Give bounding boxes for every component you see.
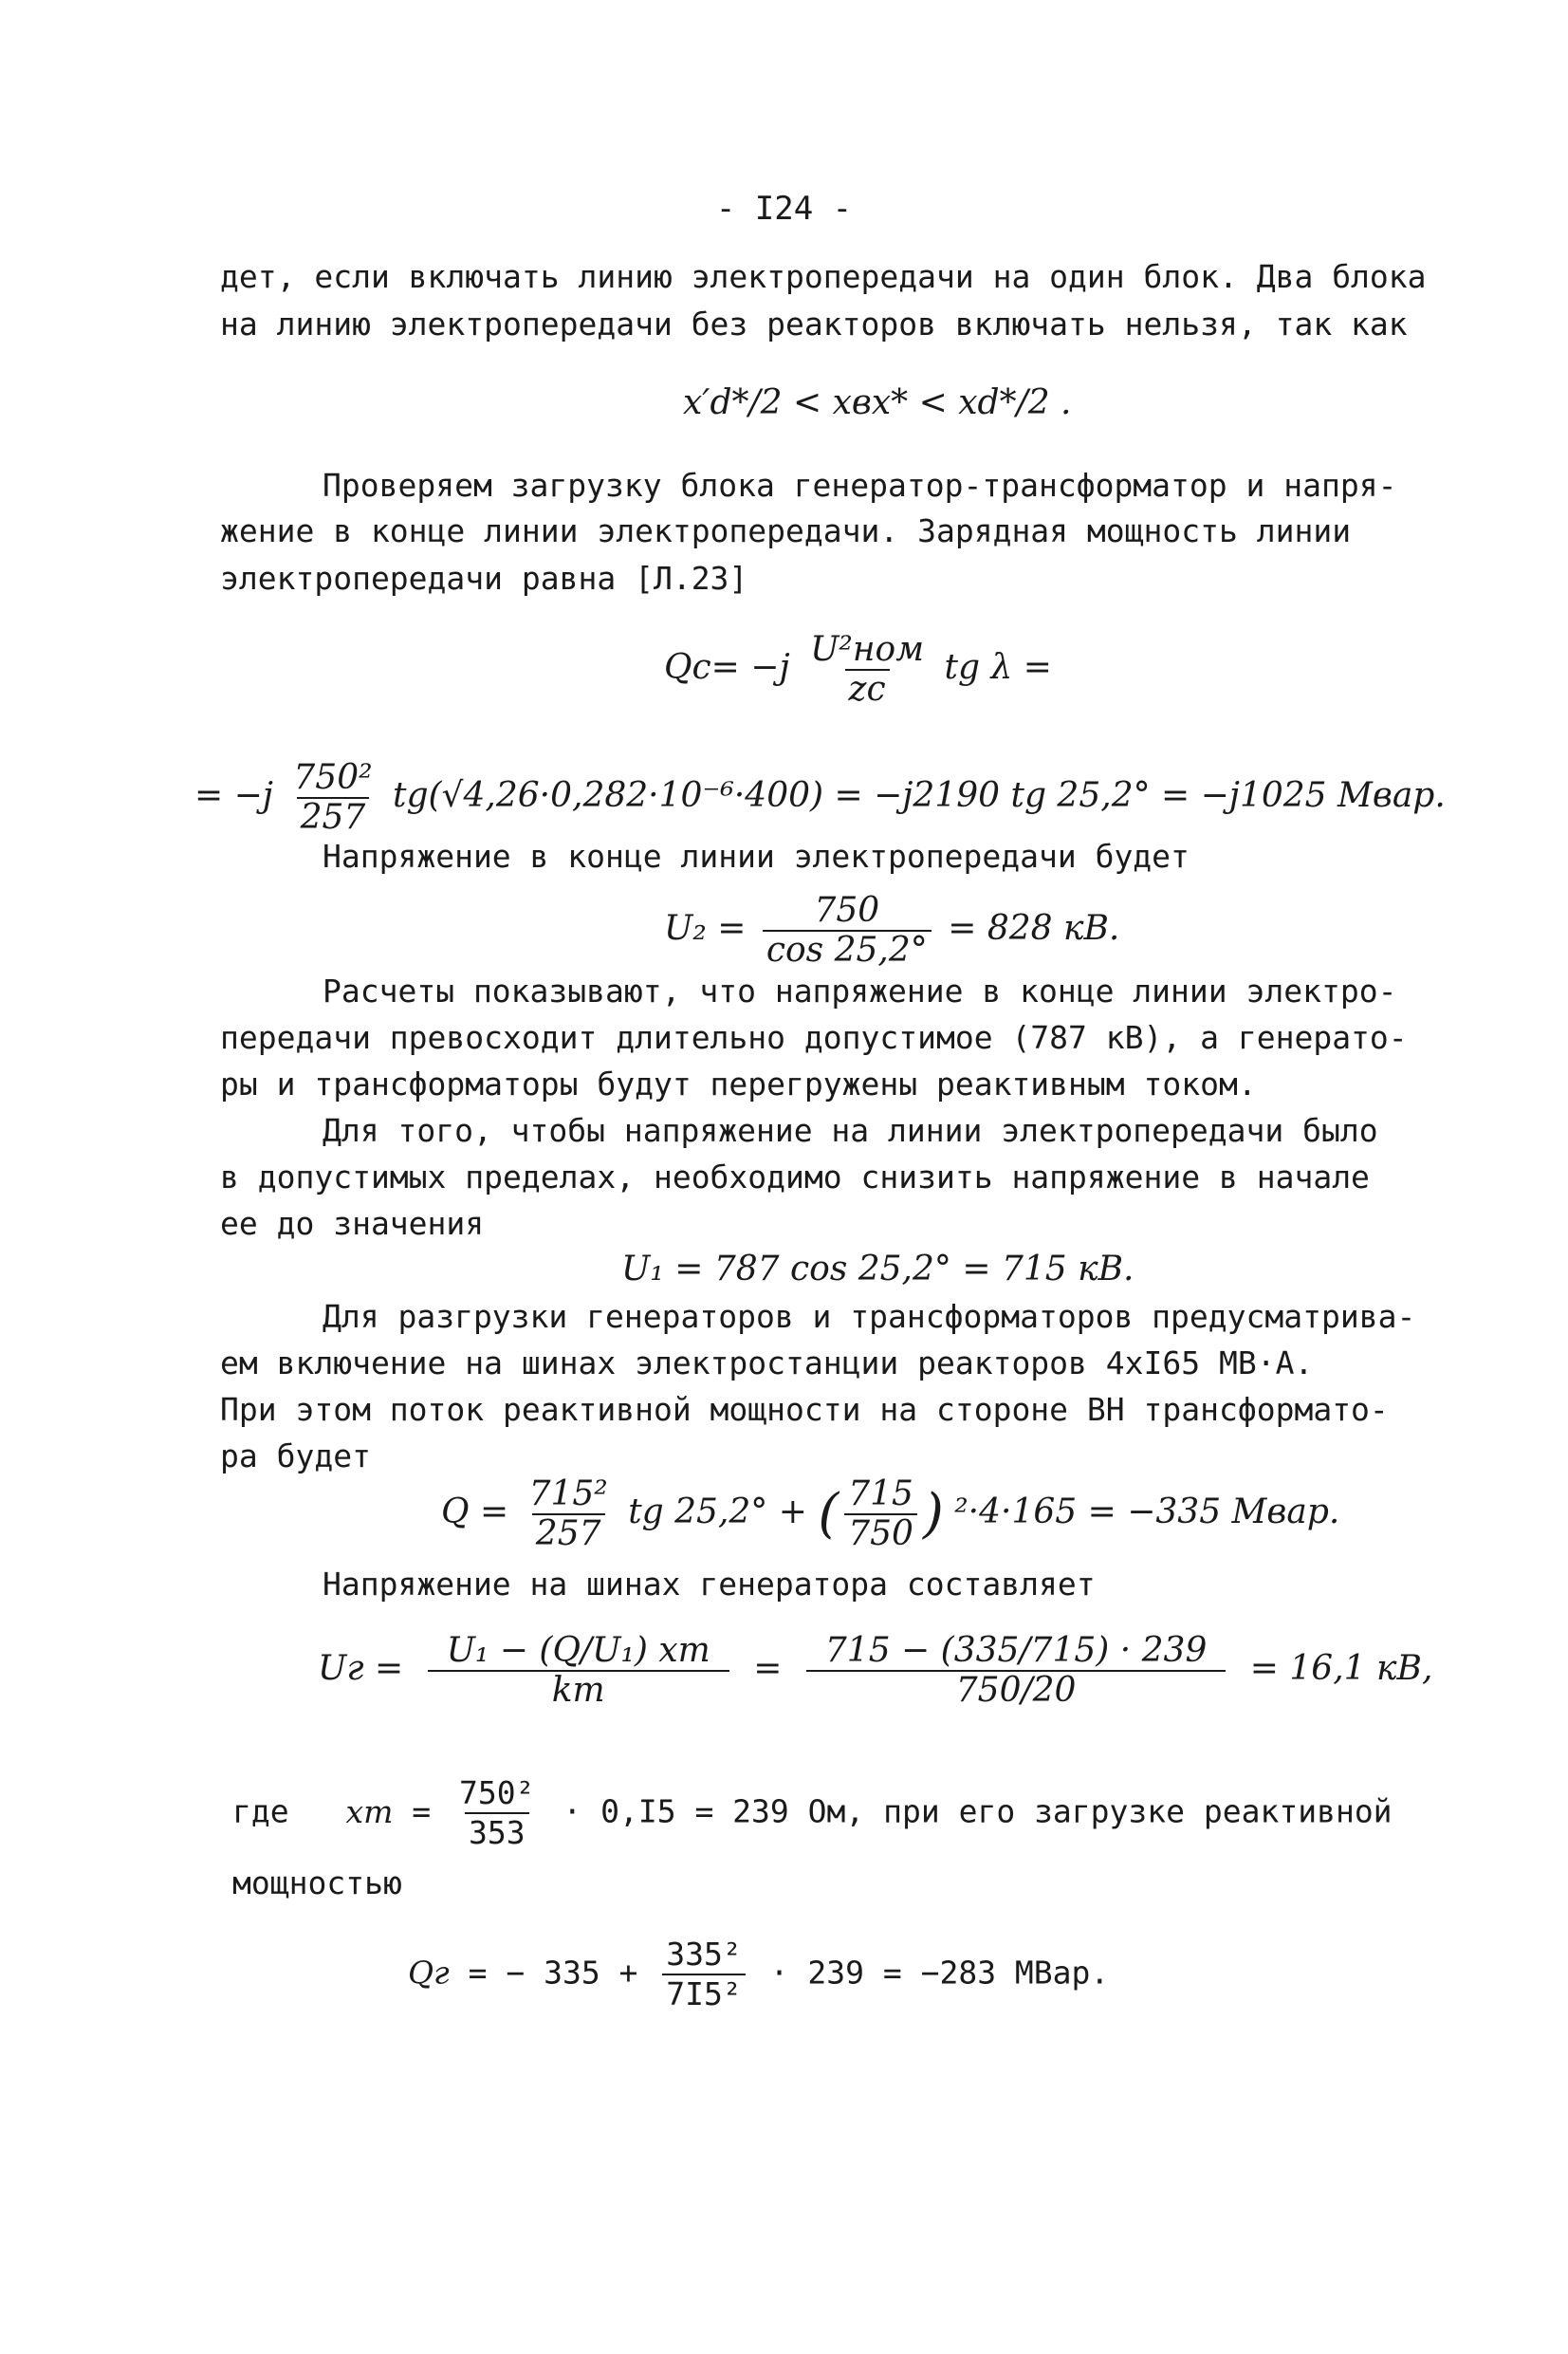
fraction-denominator: cos 25,2° [763,930,932,970]
fraction [763,892,932,970]
formula-end-voltage [664,892,1119,970]
fraction-numerator: 715² [528,1474,608,1513]
formula-part: = 16,1 кВ, [1249,1649,1433,1688]
formula-part: tg 25,2° + [628,1492,807,1531]
formula-part: tg(√4,26·0,282·10⁻⁶·400) = −j2190 tg 25,2° = −j1025 Мвар. [393,776,1446,815]
fraction-denominator: 750/20 [806,1670,1226,1710]
formula-part: где [232,1792,289,1830]
text-line: ем включение на шинах электростанции реакторов 4хI65 МВ·А. [220,1344,1314,1381]
formula-inequality: x′d*/2 < xвх* < xd*/2 . [683,383,1072,422]
formula-transformer-reactance [232,1774,1393,1852]
fraction [662,1936,745,2013]
text-line: Для разгрузки генераторов и трансформаторов предусматрива- [323,1298,1416,1335]
text-line: электропередачи равна [Л.23] [220,560,748,597]
fraction [428,1632,729,1710]
page-number: - I24 - [715,190,853,228]
formula-part: = − 335 + [468,1954,638,1992]
fraction-denominator: 257 [532,1513,605,1553]
formula-generator-voltage [318,1632,1432,1710]
formula-paren: ( [818,1483,839,1545]
formula-part: · 239 = −283 МВар. [769,1954,1110,1992]
fraction [806,631,928,709]
fraction-numerator: 715 − (335/715) · 239 [824,1631,1208,1670]
formula-reactive-flow [441,1475,1339,1553]
fraction-denominator: 257 [297,797,370,837]
formula-part: Qc= −j [664,648,790,687]
formula-paren: ) [922,1483,944,1545]
formula-part: = −j [194,776,273,815]
formula-part: = [412,1792,432,1830]
fraction-denominator: kт [428,1670,729,1710]
fraction [526,1475,612,1553]
text-line: Для того, чтобы напряжение на линии электропередачи было [323,1112,1378,1149]
text-line: ра будет [220,1437,371,1474]
text-line: Напряжение в конце линии электропередачи будет [323,838,1190,875]
fraction [289,759,376,837]
formula-part: U₂ = [664,909,747,948]
formula-part: · 0,I5 = 239 Ом, при его загрузке реактивной [563,1792,1393,1830]
fraction-numerator: 750² [459,1774,535,1811]
formula-part: = 828 кВ. [948,909,1120,948]
fraction-numerator: 715 [848,1474,913,1513]
text-line: мощностью [232,1864,402,1901]
fraction-numerator: 750 [814,891,880,930]
fraction-denominator: zc [845,669,890,709]
text-line: При этом поток реактивной мощности на стороне ВН трансформато- [220,1391,1389,1428]
fraction [806,1632,1226,1710]
formula-part: xт [345,1792,394,1830]
formula-part: = [753,1649,783,1688]
text-line: Расчеты показывают, что напряжение в конце линии электро- [323,973,1397,1010]
fraction [844,1475,917,1553]
text-line: в допустимых пределах, необходимо снизить напряжение в начале [220,1158,1370,1196]
formula-part: Uг = [318,1649,404,1688]
formula-part: tg λ = [944,648,1052,687]
fraction-numerator: 335² [666,1936,742,1973]
formula-charging-power-value [194,759,1446,837]
text-line: Проверяем загрузку блока генератор-трансформатор и напря- [323,467,1397,504]
fraction-numerator: U₁ − (Q/U₁) xт [446,1631,710,1670]
text-line: ее до значения [220,1205,485,1242]
formula-generator-reactive-power [408,1936,1109,2013]
text-line: на линию электропередачи без реакторов включать нельзя, так как [220,306,1408,343]
fraction-numerator: 750² [293,758,373,797]
fraction-denominator: 7I5² [662,1974,745,2013]
text-line: дет, если включать линию электропередачи на один блок. Два блока [220,258,1427,295]
formula-part: ²·4·165 = −335 Мвар. [954,1492,1340,1531]
text-line: передачи превосходит длительно допустимое (787 кВ), а генерато- [220,1019,1408,1056]
fraction-denominator: 750 [844,1513,917,1553]
fraction [455,1774,538,1852]
formula-start-voltage: U₁ = 787 cos 25,2° = 715 кВ. [621,1250,1134,1288]
formula-part: Q = [441,1492,509,1531]
formula-part: Qг [408,1954,450,1992]
text-line: жение в конце линии электропередачи. Зарядная мощность линии [220,512,1352,549]
text-line: Напряжение на шинах генератора составляет [323,1566,1096,1603]
fraction-denominator: 353 [465,1812,529,1852]
fraction-numerator: U²ном [810,630,925,669]
formula-charging-power [664,631,1052,709]
text-line: ры и трансформаторы будут перегружены реактивным током. [220,1066,1257,1103]
